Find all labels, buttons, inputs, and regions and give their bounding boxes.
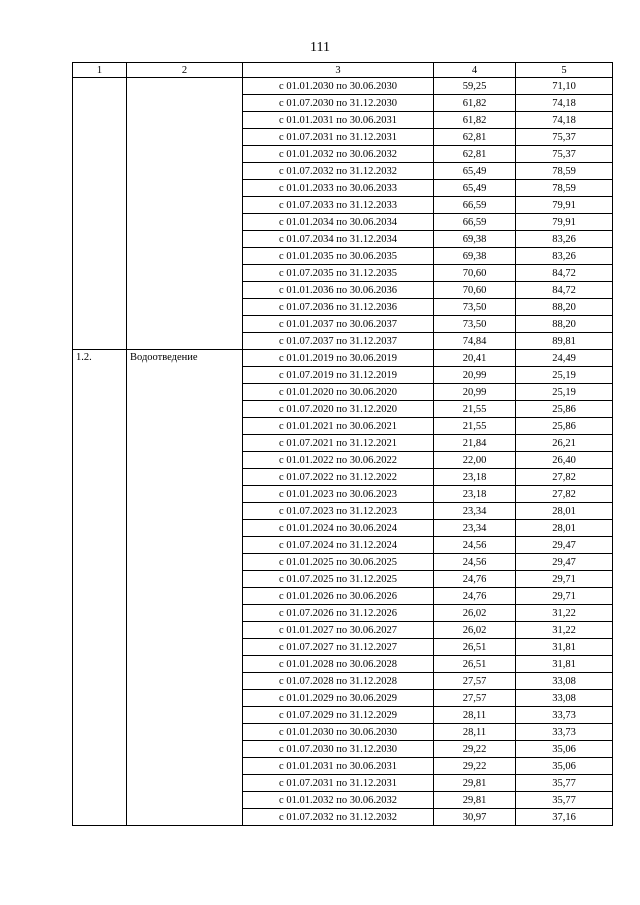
tariff-with-vat-cell: 78,59 xyxy=(516,163,613,180)
tariff-with-vat-cell: 33,73 xyxy=(516,707,613,724)
tariff-without-vat-cell: 66,59 xyxy=(434,197,516,214)
period-cell: с 01.01.2032 по 30.06.2032 xyxy=(243,146,434,163)
tariff-with-vat-cell: 33,08 xyxy=(516,690,613,707)
tariff-with-vat-cell: 33,08 xyxy=(516,673,613,690)
period-cell: с 01.07.2023 по 31.12.2023 xyxy=(243,503,434,520)
tariff-with-vat-cell: 71,10 xyxy=(516,78,613,95)
tariff-with-vat-cell: 79,91 xyxy=(516,197,613,214)
tariff-without-vat-cell: 27,57 xyxy=(434,690,516,707)
column-header-3: 3 xyxy=(243,63,434,78)
tariff-without-vat-cell: 30,97 xyxy=(434,809,516,826)
tariff-without-vat-cell: 26,02 xyxy=(434,622,516,639)
page-number: 111 xyxy=(310,40,330,55)
tariff-with-vat-cell: 25,86 xyxy=(516,418,613,435)
tariff-with-vat-cell: 29,71 xyxy=(516,571,613,588)
tariff-without-vat-cell: 20,41 xyxy=(434,350,516,367)
tariff-with-vat-cell: 28,01 xyxy=(516,520,613,537)
tariff-with-vat-cell: 74,18 xyxy=(516,95,613,112)
period-cell: с 01.01.2024 по 30.06.2024 xyxy=(243,520,434,537)
period-cell: с 01.07.2029 по 31.12.2029 xyxy=(243,707,434,724)
tariff-without-vat-cell: 24,56 xyxy=(434,554,516,571)
tariff-without-vat-cell: 62,81 xyxy=(434,129,516,146)
period-cell: с 01.07.2032 по 31.12.2032 xyxy=(243,163,434,180)
table-body xyxy=(73,78,613,826)
tariff-with-vat-cell: 84,72 xyxy=(516,265,613,282)
tariff-with-vat-cell: 35,77 xyxy=(516,792,613,809)
period-cell: с 01.01.2020 по 30.06.2020 xyxy=(243,384,434,401)
period-cell: с 01.01.2036 по 30.06.2036 xyxy=(243,282,434,299)
tariff-without-vat-cell: 23,18 xyxy=(434,486,516,503)
period-cell: с 01.07.2035 по 31.12.2035 xyxy=(243,265,434,282)
tariff-without-vat-cell: 65,49 xyxy=(434,180,516,197)
tariff-without-vat-cell: 70,60 xyxy=(434,265,516,282)
tariff-with-vat-cell: 35,77 xyxy=(516,775,613,792)
tariff-without-vat-cell: 26,51 xyxy=(434,639,516,656)
period-cell: с 01.07.2030 по 31.12.2030 xyxy=(243,95,434,112)
tariff-without-vat-cell: 21,84 xyxy=(434,435,516,452)
tariff-with-vat-cell: 26,21 xyxy=(516,435,613,452)
table-header-row xyxy=(73,63,613,78)
tariff-with-vat-cell: 88,20 xyxy=(516,299,613,316)
tariff-with-vat-cell: 25,19 xyxy=(516,367,613,384)
period-cell: с 01.01.2026 по 30.06.2026 xyxy=(243,588,434,605)
period-cell: с 01.01.2033 по 30.06.2033 xyxy=(243,180,434,197)
tariff-with-vat-cell: 31,81 xyxy=(516,639,613,656)
tariff-with-vat-cell: 33,73 xyxy=(516,724,613,741)
tariff-with-vat-cell: 24,49 xyxy=(516,350,613,367)
tariff-with-vat-cell: 31,22 xyxy=(516,622,613,639)
tariff-with-vat-cell: 74,18 xyxy=(516,112,613,129)
period-cell: с 01.01.2019 по 30.06.2019 xyxy=(243,350,434,367)
tariff-without-vat-cell: 26,02 xyxy=(434,605,516,622)
tariff-without-vat-cell: 22,00 xyxy=(434,452,516,469)
tariff-without-vat-cell: 69,38 xyxy=(434,231,516,248)
tariff-with-vat-cell: 84,72 xyxy=(516,282,613,299)
item-number-cell: 1.2. xyxy=(73,350,127,826)
tariff-without-vat-cell: 29,22 xyxy=(434,758,516,775)
tariff-without-vat-cell: 73,50 xyxy=(434,316,516,333)
period-cell: с 01.07.2030 по 31.12.2030 xyxy=(243,741,434,758)
column-header-4: 4 xyxy=(434,63,516,78)
tariff-without-vat-cell: 28,11 xyxy=(434,707,516,724)
tariff-with-vat-cell: 88,20 xyxy=(516,316,613,333)
service-name-cell xyxy=(127,78,243,350)
tariff-without-vat-cell: 20,99 xyxy=(434,367,516,384)
tariff-without-vat-cell: 26,51 xyxy=(434,656,516,673)
tariff-without-vat-cell: 29,22 xyxy=(434,741,516,758)
period-cell: с 01.07.2036 по 31.12.2036 xyxy=(243,299,434,316)
tariff-with-vat-cell: 29,71 xyxy=(516,588,613,605)
period-cell: с 01.01.2034 по 30.06.2034 xyxy=(243,214,434,231)
period-cell: с 01.07.2033 по 31.12.2033 xyxy=(243,197,434,214)
period-cell: с 01.07.2026 по 31.12.2026 xyxy=(243,605,434,622)
period-cell: с 01.07.2020 по 31.12.2020 xyxy=(243,401,434,418)
period-cell: с 01.01.2031 по 30.06.2031 xyxy=(243,758,434,775)
tariff-without-vat-cell: 70,60 xyxy=(434,282,516,299)
tariff-with-vat-cell: 35,06 xyxy=(516,758,613,775)
tariff-without-vat-cell: 61,82 xyxy=(434,112,516,129)
period-cell: с 01.07.2031 по 31.12.2031 xyxy=(243,775,434,792)
period-cell: с 01.07.2021 по 31.12.2021 xyxy=(243,435,434,452)
tariff-with-vat-cell: 31,81 xyxy=(516,656,613,673)
period-cell: с 01.01.2028 по 30.06.2028 xyxy=(243,656,434,673)
tariff-with-vat-cell: 35,06 xyxy=(516,741,613,758)
tariff-with-vat-cell: 27,82 xyxy=(516,486,613,503)
period-cell: с 01.07.2024 по 31.12.2024 xyxy=(243,537,434,554)
tariff-without-vat-cell: 21,55 xyxy=(434,418,516,435)
tariff-with-vat-cell: 37,16 xyxy=(516,809,613,826)
period-cell: с 01.01.2025 по 30.06.2025 xyxy=(243,554,434,571)
tariff-without-vat-cell: 65,49 xyxy=(434,163,516,180)
period-cell: с 01.07.2034 по 31.12.2034 xyxy=(243,231,434,248)
tariff-without-vat-cell: 61,82 xyxy=(434,95,516,112)
tariff-with-vat-cell: 83,26 xyxy=(516,231,613,248)
tariff-without-vat-cell: 23,34 xyxy=(434,503,516,520)
item-number-cell xyxy=(73,78,127,350)
tariff-without-vat-cell: 29,81 xyxy=(434,792,516,809)
tariff-with-vat-cell: 79,91 xyxy=(516,214,613,231)
tariff-without-vat-cell: 20,99 xyxy=(434,384,516,401)
tariff-with-vat-cell: 83,26 xyxy=(516,248,613,265)
column-header-2: 2 xyxy=(127,63,243,78)
tariff-with-vat-cell: 78,59 xyxy=(516,180,613,197)
tariff-without-vat-cell: 24,76 xyxy=(434,571,516,588)
tariff-with-vat-cell: 25,86 xyxy=(516,401,613,418)
service-name-cell: Водоотведение xyxy=(127,350,243,826)
column-header-1: 1 xyxy=(73,63,127,78)
period-cell: с 01.01.2029 по 30.06.2029 xyxy=(243,690,434,707)
tariff-without-vat-cell: 24,76 xyxy=(434,588,516,605)
tariff-with-vat-cell: 89,81 xyxy=(516,333,613,350)
period-cell: с 01.01.2031 по 30.06.2031 xyxy=(243,112,434,129)
tariff-without-vat-cell: 73,50 xyxy=(434,299,516,316)
table-row xyxy=(73,350,613,367)
tariff-without-vat-cell: 23,18 xyxy=(434,469,516,486)
period-cell: с 01.01.2030 по 30.06.2030 xyxy=(243,724,434,741)
tariff-without-vat-cell: 21,55 xyxy=(434,401,516,418)
tariff-with-vat-cell: 75,37 xyxy=(516,129,613,146)
tariff-without-vat-cell: 23,34 xyxy=(434,520,516,537)
tariff-without-vat-cell: 29,81 xyxy=(434,775,516,792)
tariff-without-vat-cell: 59,25 xyxy=(434,78,516,95)
period-cell: с 01.07.2028 по 31.12.2028 xyxy=(243,673,434,690)
period-cell: с 01.01.2023 по 30.06.2023 xyxy=(243,486,434,503)
period-cell: с 01.07.2032 по 31.12.2032 xyxy=(243,809,434,826)
period-cell: с 01.01.2021 по 30.06.2021 xyxy=(243,418,434,435)
period-cell: с 01.01.2037 по 30.06.2037 xyxy=(243,316,434,333)
column-header-5: 5 xyxy=(516,63,613,78)
tariff-with-vat-cell: 29,47 xyxy=(516,554,613,571)
period-cell: с 01.07.2027 по 31.12.2027 xyxy=(243,639,434,656)
tariff-without-vat-cell: 66,59 xyxy=(434,214,516,231)
period-cell: с 01.07.2037 по 31.12.2037 xyxy=(243,333,434,350)
period-cell: с 01.01.2022 по 30.06.2022 xyxy=(243,452,434,469)
tariff-without-vat-cell: 62,81 xyxy=(434,146,516,163)
tariff-with-vat-cell: 28,01 xyxy=(516,503,613,520)
tariff-without-vat-cell: 28,11 xyxy=(434,724,516,741)
period-cell: с 01.01.2032 по 30.06.2032 xyxy=(243,792,434,809)
table-row xyxy=(73,78,613,95)
period-cell: с 01.01.2030 по 30.06.2030 xyxy=(243,78,434,95)
period-cell: с 01.01.2027 по 30.06.2027 xyxy=(243,622,434,639)
tariff-table xyxy=(72,62,613,826)
tariff-without-vat-cell: 27,57 xyxy=(434,673,516,690)
tariff-without-vat-cell: 69,38 xyxy=(434,248,516,265)
tariff-without-vat-cell: 24,56 xyxy=(434,537,516,554)
period-cell: с 01.07.2019 по 31.12.2019 xyxy=(243,367,434,384)
period-cell: с 01.07.2031 по 31.12.2031 xyxy=(243,129,434,146)
tariff-with-vat-cell: 29,47 xyxy=(516,537,613,554)
period-cell: с 01.01.2035 по 30.06.2035 xyxy=(243,248,434,265)
tariff-with-vat-cell: 27,82 xyxy=(516,469,613,486)
tariff-without-vat-cell: 74,84 xyxy=(434,333,516,350)
period-cell: с 01.07.2025 по 31.12.2025 xyxy=(243,571,434,588)
tariff-with-vat-cell: 31,22 xyxy=(516,605,613,622)
tariff-with-vat-cell: 75,37 xyxy=(516,146,613,163)
period-cell: с 01.07.2022 по 31.12.2022 xyxy=(243,469,434,486)
tariff-with-vat-cell: 26,40 xyxy=(516,452,613,469)
tariff-with-vat-cell: 25,19 xyxy=(516,384,613,401)
